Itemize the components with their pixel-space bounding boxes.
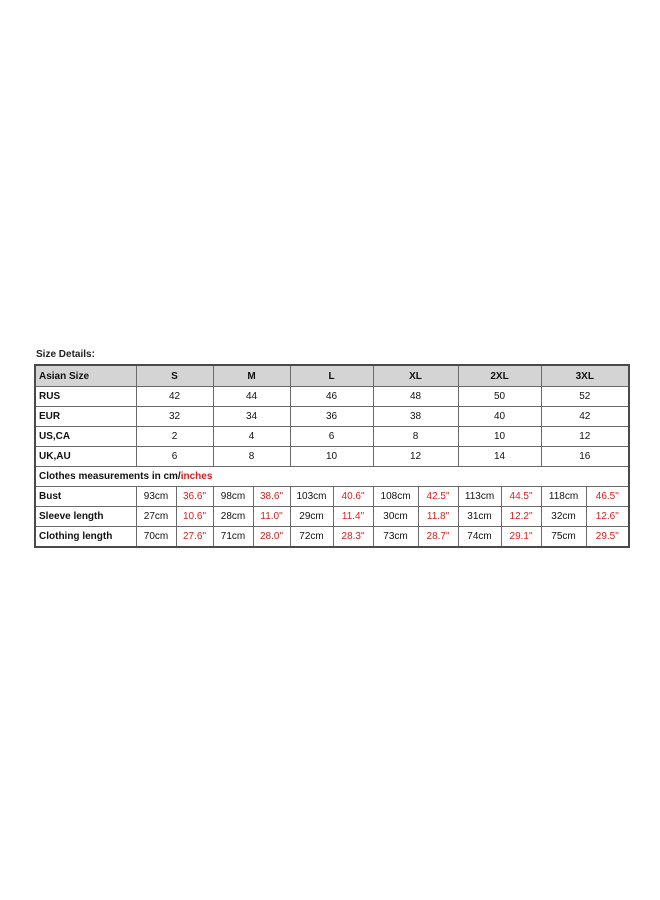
inch-value-cell: 38.6" (253, 487, 290, 507)
cm-value-cell: 108cm (373, 487, 418, 507)
conversion-value-cell: 48 (373, 387, 458, 407)
cm-value-cell: 118cm (541, 487, 586, 507)
conversion-value-cell: 46 (290, 387, 373, 407)
conversion-value-cell: 6 (136, 447, 213, 467)
inch-value-cell: 44.5" (501, 487, 541, 507)
size-chart-table (34, 364, 630, 548)
inch-value-cell: 12.6" (586, 507, 629, 527)
inch-value-cell: 36.6" (176, 487, 213, 507)
conversion-value-cell: 50 (458, 387, 541, 407)
conversion-value-cell: 42 (136, 387, 213, 407)
cm-value-cell: 75cm (541, 527, 586, 548)
size-header-cell: L (290, 365, 373, 387)
conversion-value-cell: 16 (541, 447, 629, 467)
conversion-value-cell: 8 (213, 447, 290, 467)
row-label: EUR (35, 407, 136, 427)
row-label: Clothing length (35, 527, 136, 548)
cm-value-cell: 70cm (136, 527, 176, 548)
conversion-value-cell: 10 (458, 427, 541, 447)
conversion-row (35, 427, 629, 447)
conversion-value-cell: 4 (213, 427, 290, 447)
conversion-value-cell: 10 (290, 447, 373, 467)
size-header-cell: 3XL (541, 365, 629, 387)
table-header-row (35, 365, 629, 387)
measurement-row (35, 487, 629, 507)
measurements-heading-text: Clothes measurements in cm/ (39, 471, 181, 482)
conversion-value-cell: 38 (373, 407, 458, 427)
cm-value-cell: 30cm (373, 507, 418, 527)
cm-value-cell: 29cm (290, 507, 333, 527)
inch-value-cell: 10.6" (176, 507, 213, 527)
cm-value-cell: 113cm (458, 487, 501, 507)
conversion-row (35, 407, 629, 427)
header-label: Asian Size (35, 365, 136, 387)
conversion-value-cell: 14 (458, 447, 541, 467)
cm-value-cell: 98cm (213, 487, 253, 507)
cm-value-cell: 74cm (458, 527, 501, 548)
conversion-value-cell: 52 (541, 387, 629, 407)
cm-value-cell: 73cm (373, 527, 418, 548)
conversion-value-cell: 36 (290, 407, 373, 427)
conversion-value-cell: 40 (458, 407, 541, 427)
row-label: UK,AU (35, 447, 136, 467)
inch-value-cell: 42.5" (418, 487, 458, 507)
inch-value-cell: 28.3" (333, 527, 373, 548)
inch-value-cell: 28.0" (253, 527, 290, 548)
measurements-heading-row (35, 467, 629, 487)
conversion-row (35, 387, 629, 407)
conversion-value-cell: 12 (373, 447, 458, 467)
measurements-heading-highlight: inches (180, 471, 213, 482)
row-label: Sleeve length (35, 507, 136, 527)
row-label: US,CA (35, 427, 136, 447)
inch-value-cell: 29.5" (586, 527, 629, 548)
cm-value-cell: 93cm (136, 487, 176, 507)
cm-value-cell: 27cm (136, 507, 176, 527)
inch-value-cell: 11.0" (253, 507, 290, 527)
inch-value-cell: 11.4" (333, 507, 373, 527)
conversion-value-cell: 34 (213, 407, 290, 427)
measurements-heading (35, 467, 629, 487)
conversion-value-cell: 6 (290, 427, 373, 447)
size-header-cell: S (136, 365, 213, 387)
measurement-row (35, 527, 629, 548)
conversion-value-cell: 8 (373, 427, 458, 447)
conversion-value-cell: 2 (136, 427, 213, 447)
conversion-value-cell: 32 (136, 407, 213, 427)
inch-value-cell: 40.6" (333, 487, 373, 507)
inch-value-cell: 11.8" (418, 507, 458, 527)
conversion-value-cell: 12 (541, 427, 629, 447)
inch-value-cell: 12.2" (501, 507, 541, 527)
cm-value-cell: 71cm (213, 527, 253, 548)
cm-value-cell: 31cm (458, 507, 501, 527)
conversion-row (35, 447, 629, 467)
measurement-row (35, 507, 629, 527)
cm-value-cell: 72cm (290, 527, 333, 548)
size-details-caption: Size Details: (36, 349, 95, 360)
cm-value-cell: 28cm (213, 507, 253, 527)
inch-value-cell: 46.5" (586, 487, 629, 507)
size-chart-body (35, 365, 629, 547)
size-header-cell: XL (373, 365, 458, 387)
size-header-cell: 2XL (458, 365, 541, 387)
row-label: Bust (35, 487, 136, 507)
row-label: RUS (35, 387, 136, 407)
size-details-section (34, 349, 628, 548)
cm-value-cell: 32cm (541, 507, 586, 527)
size-header-cell: M (213, 365, 290, 387)
inch-value-cell: 28.7" (418, 527, 458, 548)
inch-value-cell: 29.1" (501, 527, 541, 548)
conversion-value-cell: 42 (541, 407, 629, 427)
inch-value-cell: 27.6" (176, 527, 213, 548)
conversion-value-cell: 44 (213, 387, 290, 407)
cm-value-cell: 103cm (290, 487, 333, 507)
